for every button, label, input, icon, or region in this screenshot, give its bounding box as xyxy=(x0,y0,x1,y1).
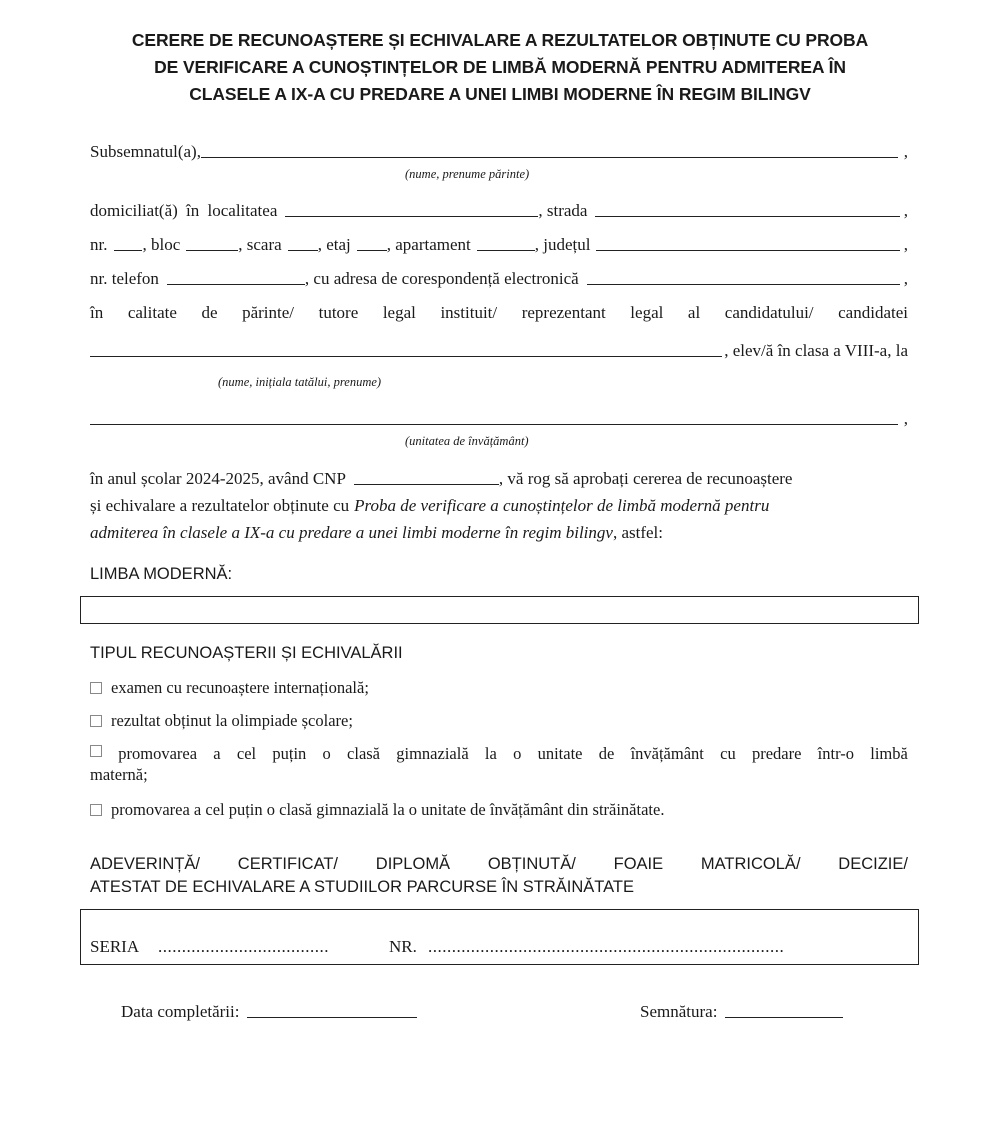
calitate-word: tutore xyxy=(318,303,359,322)
comma: , xyxy=(903,269,908,288)
option-label: examen cu recunoaștere internațională; xyxy=(111,678,369,697)
option-word: unitate xyxy=(537,744,583,763)
option-word: într-o xyxy=(817,744,854,763)
row-unitate xyxy=(90,409,908,429)
option-word: învățământ xyxy=(630,744,704,763)
comma: , xyxy=(903,409,908,428)
an-scolar-label: în anul școlar 2024-2025, având CNP xyxy=(90,469,346,488)
option-word: o xyxy=(513,744,522,763)
paragraph-line-3 xyxy=(90,523,908,543)
judet-label: , județul xyxy=(534,235,591,254)
checkbox-icon[interactable] xyxy=(90,682,102,694)
scara-field[interactable] xyxy=(288,249,318,251)
cnp-field[interactable] xyxy=(354,483,499,485)
bloc-label: , bloc xyxy=(142,235,181,254)
etaj-label: , etaj xyxy=(317,235,351,254)
bloc-field[interactable] xyxy=(186,249,238,251)
calitate-word: calitate xyxy=(127,303,177,322)
comma: , xyxy=(903,201,908,220)
row-subsemnatul xyxy=(90,142,908,162)
option-word: promovarea xyxy=(118,744,198,763)
option-word: cu xyxy=(720,744,736,763)
tipul-heading: TIPUL RECUNOAȘTERII ȘI ECHIVALĂRII xyxy=(90,644,403,662)
checkbox-icon[interactable] xyxy=(90,804,102,816)
option-label: rezultat obținut la olimpiade școlare; xyxy=(111,711,353,730)
comma: , xyxy=(903,235,908,254)
option-word: de xyxy=(598,744,615,763)
apartament-label: , apartament xyxy=(386,235,471,254)
row-calitate xyxy=(90,303,908,323)
checkbox-icon[interactable] xyxy=(90,715,102,727)
calitate-word: de xyxy=(201,303,218,322)
locality-field[interactable] xyxy=(285,215,538,217)
comma: , xyxy=(903,142,908,161)
title-line-3: CLASELE A IX-A CU PREDARE A UNEI LIMBI MODERNE ÎN REGIM BILINGV xyxy=(189,84,811,104)
option-word: gimnazială xyxy=(396,744,469,763)
document-heading-word: OBȚINUTĂ/ xyxy=(487,855,576,873)
calitate-word: candidatului/ xyxy=(724,303,814,322)
nr-doc-label: NR. xyxy=(389,937,417,956)
email-label: , cu adresa de corespondență electronică xyxy=(304,269,579,288)
strada-label: , strada xyxy=(538,201,588,220)
document-heading-word: DIPLOMĂ xyxy=(375,855,451,873)
nr-label: nr. xyxy=(90,235,108,254)
telefon-field[interactable] xyxy=(167,283,305,285)
row-contact xyxy=(90,269,908,289)
va-rog-text: , vă rog să aprobați cererea de recunoaștere xyxy=(498,469,793,488)
nr-field[interactable] xyxy=(114,249,142,251)
signature-field[interactable] xyxy=(725,1016,843,1018)
apartament-field[interactable] xyxy=(477,249,535,251)
elev-label: , elev/ă în clasa a VIII-a, la xyxy=(724,341,908,360)
domiciliat-label: domiciliat(ă) în localitatea xyxy=(90,201,278,220)
option-examen[interactable] xyxy=(90,678,369,698)
judet-field[interactable] xyxy=(596,249,899,251)
school-unit-field[interactable] xyxy=(90,423,898,425)
telefon-label: nr. telefon xyxy=(90,269,159,288)
calitate-word: legal xyxy=(630,303,664,322)
data-completarii xyxy=(121,1002,417,1022)
option-word: la xyxy=(484,744,497,763)
option-strainatate[interactable] xyxy=(90,800,664,820)
title-line-2: DE VERIFICARE A CUNOȘTINȚELOR DE LIMBĂ MODERNĂ PENTRU ADMITEREA ÎN xyxy=(154,57,846,77)
seria-label: SERIA xyxy=(90,937,140,956)
seria-nr-box xyxy=(80,909,919,965)
calitate-word: părinte/ xyxy=(242,303,295,322)
row-cnp xyxy=(90,469,908,489)
option-word: puțin xyxy=(272,744,307,763)
option-olimpiade[interactable] xyxy=(90,711,353,731)
calitate-word: în xyxy=(90,303,104,322)
paragraph-line-2 xyxy=(90,496,908,516)
limba-moderna-label: LIMBA MODERNĂ: xyxy=(90,565,233,583)
para2-plain: și echivalare a rezultatelor obținute cu xyxy=(90,496,350,515)
option-limba-materna[interactable] xyxy=(90,744,908,764)
calitate-word: reprezentant xyxy=(521,303,606,322)
email-field[interactable] xyxy=(587,283,900,285)
nr-doc-field[interactable]: ........................................................................... xyxy=(428,937,785,956)
document-heading-line-1 xyxy=(90,855,908,874)
document-heading-word: ADEVERINȚĂ/ xyxy=(90,855,201,873)
para3-italic: admiterea în clasele a IX-a cu predare a unei limbi moderne în regim bilingv xyxy=(90,523,613,542)
etaj-field[interactable] xyxy=(357,249,387,251)
document-heading-word: DECIZIE/ xyxy=(838,855,908,873)
checkbox-icon[interactable] xyxy=(90,745,102,757)
calitate-word: candidatei xyxy=(838,303,908,322)
title-line-1: CERERE DE RECUNOAȘTERE ȘI ECHIVALARE A REZULTATELOR OBȚINUTE CU PROBA xyxy=(131,30,869,50)
calitate-word: al xyxy=(687,303,701,322)
row-domiciliu xyxy=(90,201,908,221)
hint-candidate-name: (nume, inițiala tatălui, prenume) xyxy=(218,375,382,389)
option-word: cel xyxy=(236,744,257,763)
document-heading-word: FOAIE xyxy=(613,855,664,873)
document-heading-line-2: ATESTAT DE ECHIVALARE A STUDIILOR PARCURSE ÎN STRĂINĂTATE xyxy=(90,878,634,896)
option-word: o xyxy=(322,744,331,763)
hint-school-unit: (unitatea de învățământ) xyxy=(405,434,529,448)
parent-name-field[interactable] xyxy=(201,156,898,158)
semnatura xyxy=(640,1002,843,1022)
candidate-name-field[interactable] xyxy=(90,355,722,357)
option-word: predare xyxy=(751,744,802,763)
row-candidat xyxy=(90,341,908,361)
option-limba-materna-cont: maternă; xyxy=(90,765,148,784)
semnatura-label: Semnătura: xyxy=(640,1002,718,1021)
option-word: a xyxy=(213,744,221,763)
limba-moderna-box[interactable] xyxy=(80,596,919,624)
data-label: Data completării: xyxy=(121,1002,240,1021)
option-word: clasă xyxy=(347,744,381,763)
para3-plain: , astfel: xyxy=(612,523,663,542)
para2-italic: Proba de verificare a cunoștințelor de limbă modernă pentru xyxy=(354,496,770,515)
seria-field[interactable]: .................................... xyxy=(158,937,329,956)
document-heading-word: CERTIFICAT/ xyxy=(237,855,339,873)
subsemnatul-label: Subsemnatul(a), xyxy=(90,142,201,161)
document-heading-word: MATRICOLĂ/ xyxy=(700,855,801,873)
hint-parent-name: (nume, prenume părinte) xyxy=(405,167,530,181)
scara-label: , scara xyxy=(238,235,282,254)
row-address-details xyxy=(90,235,908,255)
date-field[interactable] xyxy=(247,1016,417,1018)
calitate-word: legal xyxy=(382,303,416,322)
option-word: limbă xyxy=(870,744,908,763)
street-field[interactable] xyxy=(595,215,899,217)
option-label: promovarea a cel puțin o clasă gimnazială la o unitate de învățământ din străinătate. xyxy=(111,800,665,819)
calitate-word: instituit/ xyxy=(440,303,498,322)
